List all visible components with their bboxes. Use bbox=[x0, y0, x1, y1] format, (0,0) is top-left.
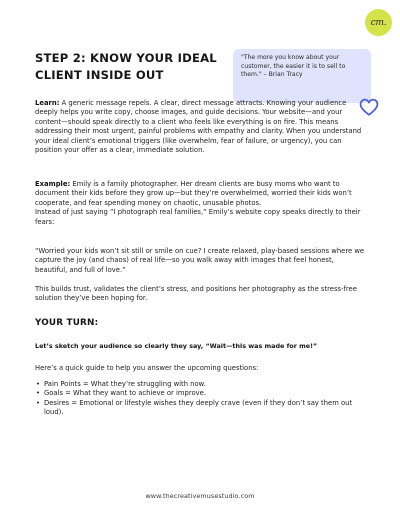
list-item bbox=[35, 380, 370, 389]
example-label: Example: bbox=[35, 180, 71, 188]
learn-text: A generic message repels. A clear, direct message attracts. Knowing your audience deeply helps you write copy, choose images, and guide decisions. Your website—and your content—should speak directly to a client who feels like everything is on fire. This means addressing their most urgent, painful problems with empathy and clarity. When you understand your ideal client’s emotional triggers (like overwhelm, fear of failure, or urgency), you can position your offer as a clear, immediate solution. bbox=[35, 99, 362, 155]
your-turn-heading: YOUR TURN: bbox=[35, 318, 99, 328]
quote-callout bbox=[233, 49, 371, 103]
bullet-icon: • bbox=[36, 380, 41, 388]
learn-paragraph bbox=[35, 99, 366, 155]
trust-paragraph bbox=[35, 285, 366, 304]
guide-intro: Here’s a quick guide to help you answer the upcoming questions: bbox=[35, 364, 259, 372]
logo-text: cm. bbox=[370, 17, 387, 28]
example-text-2: Instead of just saying “I photograph real families,” Emily’s website copy speaks directly to their fears: bbox=[35, 208, 361, 226]
guide-list bbox=[35, 380, 370, 418]
trust-text: This builds trust, validates the client’s stress, and positions her photography as the stress-free solution they’ve been hoping for. bbox=[35, 285, 357, 303]
list-item-text: Desires = Emotional or lifestyle wishes they deeply crave (even if they don’t say them out loud). bbox=[44, 398, 353, 417]
bullet-icon: • bbox=[36, 398, 41, 407]
example-text: Emily is a family photographer. Her dream clients are busy moms who want to document their kids before they grow up—but they’re overwhelmed, worried their kids won’t cooperate, and fear spending money on chaotic, unusable photos. bbox=[35, 180, 352, 207]
list-item-text: Pain Points = What they’re struggling with now. bbox=[44, 380, 206, 388]
example-quote-text: “Worried your kids won’t sit still or smile on cue? I create relaxed, play-based sessions where we capture the joy (and chaos) of real life—so you walk away with images that feel honest, beautiful, and full of love.” bbox=[35, 247, 365, 274]
page-title bbox=[35, 50, 235, 84]
title-line-2: CLIENT INSIDE OUT bbox=[35, 68, 164, 82]
your-turn-prompt: Let’s sketch your audience so clearly they say, “Wait—this was made for me!” bbox=[35, 342, 318, 350]
example-quote-paragraph bbox=[35, 247, 366, 275]
footer-url: www.thecreativemusestudio.com bbox=[145, 492, 255, 500]
title-line-1: STEP 2: KNOW YOUR IDEAL bbox=[35, 51, 217, 65]
quote-text: "The more you know about your customer, the easier it is to sell to them." – Brian Tracy bbox=[241, 54, 346, 79]
brand-logo bbox=[365, 9, 392, 36]
list-item bbox=[35, 399, 370, 418]
list-item-text: Goals = What they want to achieve or improve. bbox=[44, 389, 206, 398]
list-item bbox=[35, 389, 370, 398]
example-paragraph bbox=[35, 180, 366, 227]
bullet-icon: • bbox=[36, 389, 41, 398]
learn-label: Learn: bbox=[35, 99, 60, 107]
